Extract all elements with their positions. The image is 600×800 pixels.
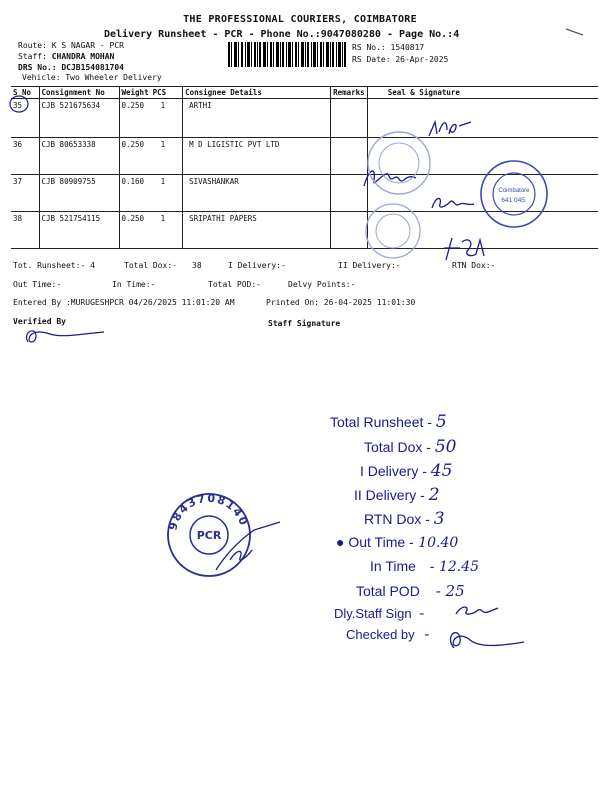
staff-name: CHANDRA MOHAN (51, 52, 115, 61)
in-time-label: In Time:- (112, 280, 156, 289)
cell-sno: 36 (11, 138, 39, 175)
svg-text:Coimbatore: Coimbatore (498, 188, 530, 194)
cell-weight: 0.160 (119, 175, 151, 212)
drs-number: DCJB154081704 (61, 63, 124, 72)
hw-value: - (424, 625, 430, 643)
vehicle-text: Vehicle: Two Wheeler Delivery (22, 73, 162, 82)
drs-line (18, 63, 124, 72)
rs-date: RS Date: 26-Apr-2025 (352, 55, 449, 64)
hw-label: In Time (370, 558, 416, 574)
verified-signature-icon (20, 322, 110, 352)
cell-consignee: M D LIGISTIC PVT LTD (183, 138, 331, 175)
cell-sno: 35 (11, 99, 39, 138)
hw-value: - 12.45 (429, 559, 480, 575)
hw-total-pod (356, 582, 465, 600)
pcr-stamp-center: PCR (196, 529, 222, 542)
cell-sno: 38 (11, 212, 39, 249)
hw-label: RTN Dox - (364, 511, 430, 527)
signature-scribble-icon (428, 190, 478, 218)
cell-consignment: CJB 521675634 (39, 99, 119, 138)
cell-consignment: CJB 80653338 (39, 138, 119, 175)
cell-sno: 37 (11, 175, 39, 212)
total-pod-label: Total POD:- (208, 280, 261, 289)
route-text: Route: K S NAGAR - PCR (18, 41, 124, 50)
checked-signature-icon (440, 622, 530, 660)
hw-value: - 25 (435, 582, 465, 600)
hw-total-runsheet (330, 412, 447, 432)
svg-text:641 045.: 641 045. (501, 197, 527, 204)
barcode (228, 42, 346, 67)
hw-in-time (370, 558, 479, 575)
cell-consignee: SIVASHANKAR (183, 175, 331, 212)
corporate-stamp-icon (478, 158, 550, 230)
seal-stamp-icon (364, 128, 434, 198)
hw-i-delivery (360, 461, 452, 481)
hw-value: 2 (428, 485, 440, 505)
out-time-label: Out Time:- (13, 280, 62, 289)
cell-consignee: ARTHI (183, 99, 331, 138)
document-subtitle: Delivery Runsheet - PCR - Phone No.:9047080280 - Page No.:4 (104, 29, 460, 40)
printed-on: Printed On: 26-04-2025 11:01:30 (266, 298, 416, 307)
rtn-dox-label: RTN Dox:- (452, 261, 496, 270)
staff-label: Staff: (18, 52, 47, 61)
cell-consignment: CJB 521754115 (39, 212, 119, 249)
cell-remarks (331, 99, 368, 138)
stamp-signature-icon (210, 520, 290, 584)
column-header: Seal & Signature (367, 87, 598, 99)
hw-rtn-dox (364, 509, 445, 529)
hw-dly-staff-sign (334, 604, 424, 622)
total-dox-label: Total Dox:- (124, 261, 177, 270)
rs-number: RS No.: 1540817 (352, 43, 425, 52)
cell-weight: 0.250 (119, 138, 151, 175)
verified-by-label: Verified By (13, 317, 66, 326)
staff-signature-label: Staff Signature (268, 319, 341, 328)
entered-by: Entered By :MURUGESHPCR 04/26/2025 11:01:20 AM (13, 298, 235, 307)
table-row (11, 99, 598, 138)
hw-label: Total Dox - (364, 439, 431, 455)
hw-value: 5 (435, 412, 447, 432)
document-title: THE PROFESSIONAL COURIERS, COIMBATORE (183, 14, 417, 25)
i-delivery-label: I Delivery:- (228, 261, 286, 270)
hw-label: Checked by (346, 627, 415, 642)
tot-runsheet: Tot. Runsheet:- 4 (13, 261, 95, 270)
cell-pcs: 1 (151, 212, 183, 249)
cell-pcs: 1 (151, 175, 183, 212)
hw-value: 3 (433, 509, 445, 529)
column-header: Weight (119, 87, 151, 99)
cell-pcs: 1 (151, 138, 183, 175)
hw-label: II Delivery - (354, 487, 425, 503)
column-header: PCS (151, 87, 183, 99)
hw-value: - (419, 604, 425, 622)
delvy-points-label: Delvy Points:- (288, 280, 356, 289)
table-header-row (11, 87, 598, 99)
staff-line (18, 52, 114, 61)
column-header: Consignee Details (183, 87, 331, 99)
corner-mark-icon (565, 22, 585, 41)
column-header: Remarks (331, 87, 368, 99)
hw-label: Total Runsheet - (330, 414, 432, 430)
signature-scribble-icon (440, 232, 490, 268)
column-header: S No (11, 87, 39, 99)
bullet-dot-icon: ● (336, 534, 345, 550)
hw-ii-delivery (354, 485, 440, 505)
hw-label: Out Time (348, 534, 406, 550)
hw-value: 50 (434, 437, 457, 457)
seal-stamp-icon (362, 200, 424, 262)
hw-label: Dly.Staff Sign (334, 606, 412, 621)
cell-consignment: CJB 80909755 (39, 175, 119, 212)
ii-delivery-label: II Delivery:- (338, 261, 401, 270)
hw-value: 45 (430, 461, 453, 481)
pcr-stamp-number: 9843708140 (166, 492, 251, 532)
hw-label: Total POD (356, 583, 420, 599)
hw-value: - 10.40 (409, 535, 459, 551)
cell-consignee: SRIPATHI PAPERS (183, 212, 331, 249)
hw-total-dox (364, 437, 456, 457)
circle-mark-icon (8, 94, 30, 118)
cell-pcs: 1 (151, 99, 183, 138)
column-header: Consignment No (39, 87, 119, 99)
cell-weight: 0.250 (119, 99, 151, 138)
hw-label: I Delivery - (360, 463, 427, 479)
hw-out-time (336, 534, 458, 551)
total-dox-value: 38 (192, 261, 202, 270)
hw-checked-by (346, 625, 429, 643)
cell-weight: 0.250 (119, 212, 151, 249)
drs-label: DRS No.: (18, 63, 57, 72)
